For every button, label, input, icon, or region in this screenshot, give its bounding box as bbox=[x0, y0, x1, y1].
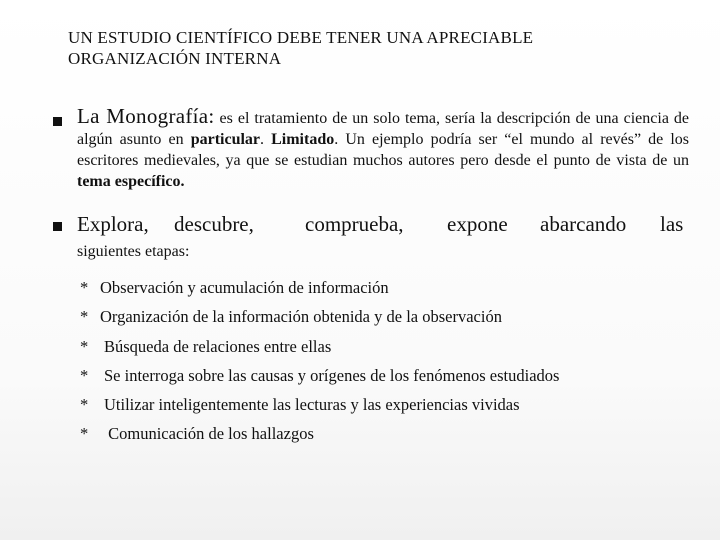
explora-word: descubre, bbox=[174, 212, 254, 236]
monografia-text-b: . bbox=[260, 131, 272, 148]
asterisk-marker: * bbox=[80, 336, 89, 356]
steps-list bbox=[80, 273, 700, 449]
title-line-1: UN ESTUDIO CIENTÍFICO DEBE TENER UNA APRECIABLE bbox=[68, 28, 534, 47]
monografia-bold-limitado: Limitado bbox=[271, 131, 335, 148]
monografia-paragraph bbox=[77, 106, 689, 192]
asterisk-marker: * bbox=[80, 365, 89, 385]
explora-word: abarcando bbox=[540, 212, 627, 236]
asterisk-marker: * bbox=[80, 278, 89, 297]
step-text: Utilizar inteligentemente las lecturas y las experiencias vividas bbox=[104, 395, 520, 415]
monografia-bold-particular: particular bbox=[190, 131, 261, 148]
title-line-2: ORGANIZACIÓN INTERNA bbox=[68, 49, 282, 68]
monografia-lead: La Monografía: bbox=[77, 104, 215, 128]
asterisk-marker: * bbox=[80, 307, 89, 327]
step-text: Se interroga sobre las causas y orígenes de los fenómenos estudiados bbox=[104, 365, 560, 385]
explora-rest: siguientes etapas: bbox=[77, 243, 190, 260]
asterisk-marker: * bbox=[80, 395, 89, 415]
monografia-text-c: . Un ejemplo podría ser “el mundo al revés” de los escritores medievales, ya que se estudian muchos autores pero desde el punto de vista de un bbox=[77, 131, 690, 169]
step-text: Comunicación de los hallazgos bbox=[104, 424, 314, 444]
step-text: Observación y acumulación de información bbox=[100, 278, 389, 297]
square-bullet-icon bbox=[53, 222, 62, 231]
explora-word: expone bbox=[447, 212, 508, 236]
square-bullet-icon bbox=[53, 117, 62, 126]
monografia-bold-tema: tema específico. bbox=[77, 173, 185, 190]
list-item bbox=[80, 332, 700, 361]
monografia-text-a: es el tratamiento de un solo tema, sería la descripción de una ciencia de algún asunto en bbox=[77, 110, 690, 148]
step-text: Búsqueda de relaciones entre ellas bbox=[104, 336, 332, 356]
list-item bbox=[80, 361, 700, 390]
explora-word: Explora, bbox=[77, 212, 149, 236]
list-item bbox=[80, 419, 700, 448]
explora-word: comprueba, bbox=[305, 212, 404, 236]
list-item bbox=[80, 302, 700, 331]
step-text: Organización de la información obtenida y de la observación bbox=[100, 307, 502, 327]
list-item bbox=[80, 273, 700, 302]
slide-title bbox=[68, 27, 688, 69]
explora-word: las bbox=[660, 212, 684, 236]
list-item bbox=[80, 390, 700, 419]
asterisk-marker: * bbox=[80, 424, 89, 444]
